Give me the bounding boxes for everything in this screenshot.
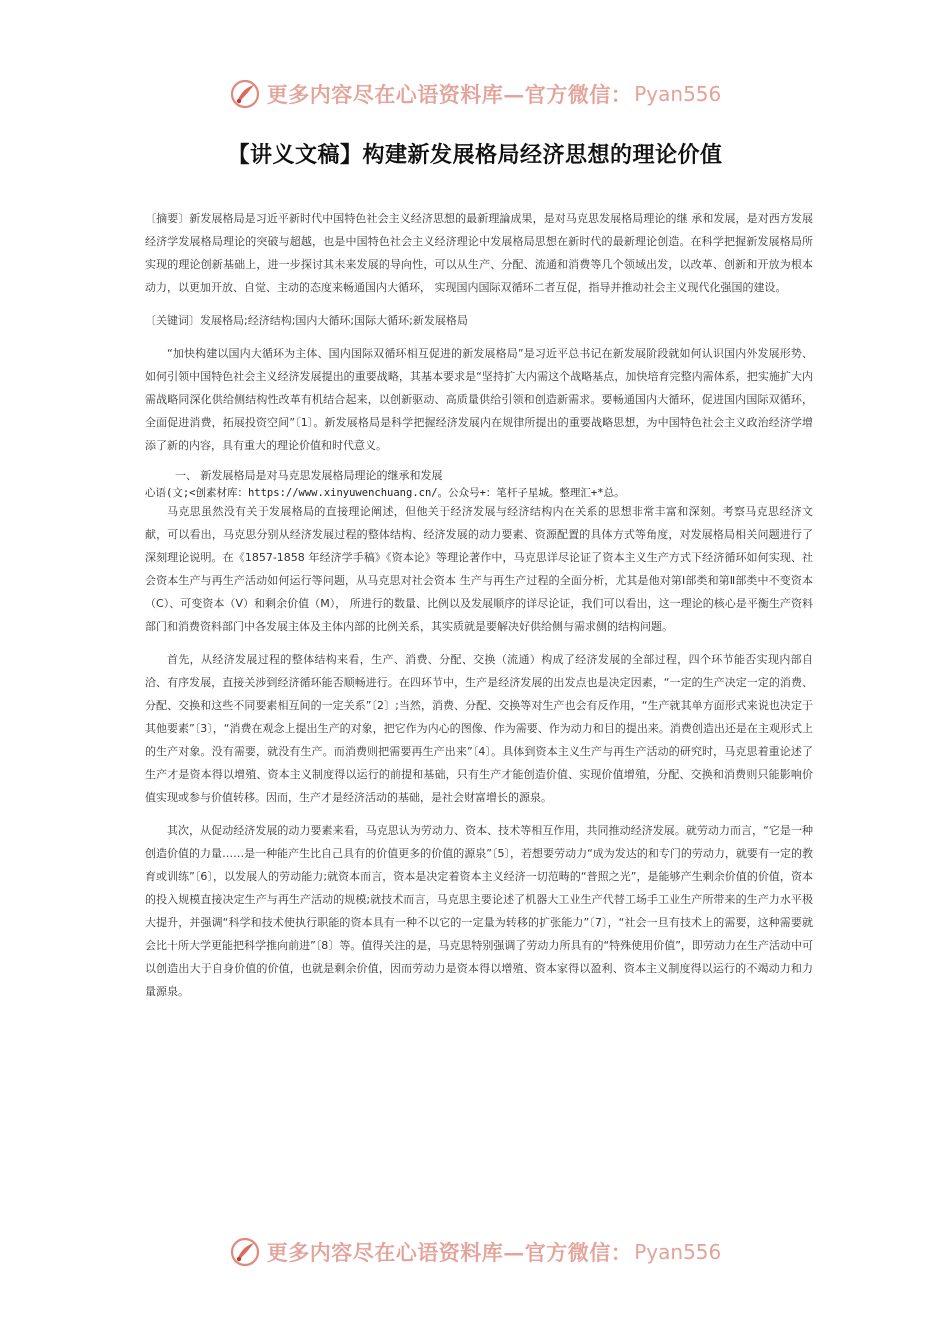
pen-brush-logo-icon <box>229 1236 261 1268</box>
section-heading: 一、 新发展格局是对马克思发展格局理论的继承和发展 <box>175 469 443 482</box>
intro-paragraph: “加快构建以国内大循环为主体、国内国际双循环相互促进的新发展格局”是习近平总书记在新发展阶段就如何认识国内外发展形势、如何引领中国特色社会主义经济发展提出的重要战略，其基本要求是“坚持扩大内需这个战略基点，加快培育完整内需体系，把实施扩大内需战略同深化供给侧结构性改革有机结合起来，以创新驱动、高质量供给引领和创造新需求。要畅通国内大循环，促进国内国际双循环，全面促进消费，拓展投资空间”〔1〕。新发展格局是科学把握经济发展内在规律所提出的重要战略思想，为中国特色社会主义政治经济学增添了新的内容，具有重大的理论价值和时代意义。 <box>145 347 813 452</box>
header-watermark-banner <box>0 74 950 114</box>
abstract-paragraph: 〔摘要〕新发展格局是习近平新时代中国特色社会主义经济思想的最新理論成果，是对马克思发展格局理论的继 承和发展，是对西方发展经济学发展格局理论的突破与超越，也是中国特色社会主义经济理论中发展格局思想在新时代的最新理论创造。在科学把握新发展格局所实现的理论创新基础上，进一步探讨其未来发展的导向性，可以从生产、分配、流通和消费等几个领域出发，以改革、创新和开放为根本动力，以更加开放、自觉、主动的态度来畅通国内大循环， 实现国内国际双循环二者互促，指导并推动社会主义现代化强国的建设。 <box>145 212 813 294</box>
banner-wechat-id: Pyan556 <box>634 82 722 106</box>
banner-text: 更多内容尽在心语资料库—官方微信： <box>266 1240 633 1265</box>
body-paragraph: 首先，从经济发展过程的整体结构来看，生产、消费、分配、交换（流通）构成了经济发展的全部过程，四个环节能否实现内部自洽、有序发展，直接关涉到经济循环能否顺畅进行。在四环节中，生产是经济发展的出发点也是决定因素，“一定的生产决定一定的消费、分配、交换和这些不同要素相互间的一定关系”〔2〕;当然，消费、分配、交换等对生产也会有反作用，“生产就其单方面形式来说也决定于其他要素”〔3〕，“消费在观念上提出生产的对象，把它作为内心的图像、作为需要、作为动力和目的提出来。消费创造出还是在主观形式上的生产对象。没有需要，就没有生产。而消费则把需要再生产出来”〔4〕。具体到资本主义生产与再生产活动的研究时，马克思着重论述了生产才是资本得以增殖、资本主义制度得以运行的前提和基础，只有生产才能创造价值、实现价值增殖，分配、交换和消费则只能影响价值实现或参与价值转移。因而，生产才是经济活动的基础，是社会财富增长的源泉。 <box>145 653 813 804</box>
body-paragraph: 其次，从促动经济发展的动力要素来看，马克思认为劳动力、资本、技术等相互作用，共同推动经济发展。就劳动力而言，“它是一种创造价值的力量……是一种能产生比自己具有的价值更多的价值的源泉”〔5〕，若想要劳动力“成为发达的和专门的劳动力，就要有一定的教育或训练”〔6〕，以发展人的劳动能力;就资本而言，资本是决定着资本主义经济一切范畴的“普照之光”，是能够产生剩余价值的价值，资本的投入规模直接决定生产与再生产活动的规模;就技术而言，马克思主要论述了机器大工业生产代替工场手工业生产所带来的生产力水平极大提升，并强调“科学和技术使执行职能的资本具有一种不以它的一定量为转移的扩张能力”〔7〕，“社会一旦有技术上的需要，这种需要就会比十所大学更能把科学推向前进”〔8〕等。值得关注的是，马克思特别强调了劳动力所具有的“特殊使用价值”，即劳动力在生产活动中可以创造出大于自身价值的价值，也就是剩余价值，因而劳动力是资本得以增殖、资本家得以盈利、资本主义制度得以运行的不竭动力和力量源泉。 <box>145 824 813 998</box>
banner-wechat-id: Pyan556 <box>634 1240 722 1264</box>
footer-watermark-banner <box>0 1232 950 1272</box>
document-body <box>145 207 813 1003</box>
promo-line: 心语(文;<创素材库：https://www.xinyuwenchuang.cn/。公众号+：笔杆子星城。整理汇+*总。 <box>145 487 625 499</box>
body-paragraph: 马克思虽然没有关于发展格局的直接理论阐述，但他关于经济发展与经济结构内在关系的思想非常丰富和深刻。考察马克思经济文献，可以看出，马克思分别从经济发展过程的整体结构、经济发展的动力要素、资源配置的具体方式等角度，对发展格局相关问题进行了深刻理论说明。在《1857-1858 年经济学手稿》《资本论》等理论著作中，马克思详尽论证了资本主义生产方式下经济循环如何实现、社会资本生产与再生产活动如何运行等问题，从马克思对社会资本 生产与再生产过程的全面分析，尤其是他对第Ⅰ部类和第Ⅱ部类中不变资本（C）、可变资本（V）和剩余价值（M）， 所进行的数量、比例以及发展顺序的详尽论证，我们可以看出，这一理论的核心是平衡生产资料部门和消费资料部门中各发展主体及主体内部的比例关系，其实质就是要解决好供给侧与需求侧的结构问题。 <box>145 505 813 633</box>
banner-text: 更多内容尽在心语资料库—官方微信： <box>266 82 633 107</box>
document-title: 【讲义文稿】构建新发展格局经济思想的理论价值 <box>227 143 723 168</box>
keywords-line: 〔关键词〕发展格局;经济结构;国内大循环;国际大循环;新发展格局 <box>145 314 468 327</box>
pen-brush-logo-icon <box>229 78 261 110</box>
